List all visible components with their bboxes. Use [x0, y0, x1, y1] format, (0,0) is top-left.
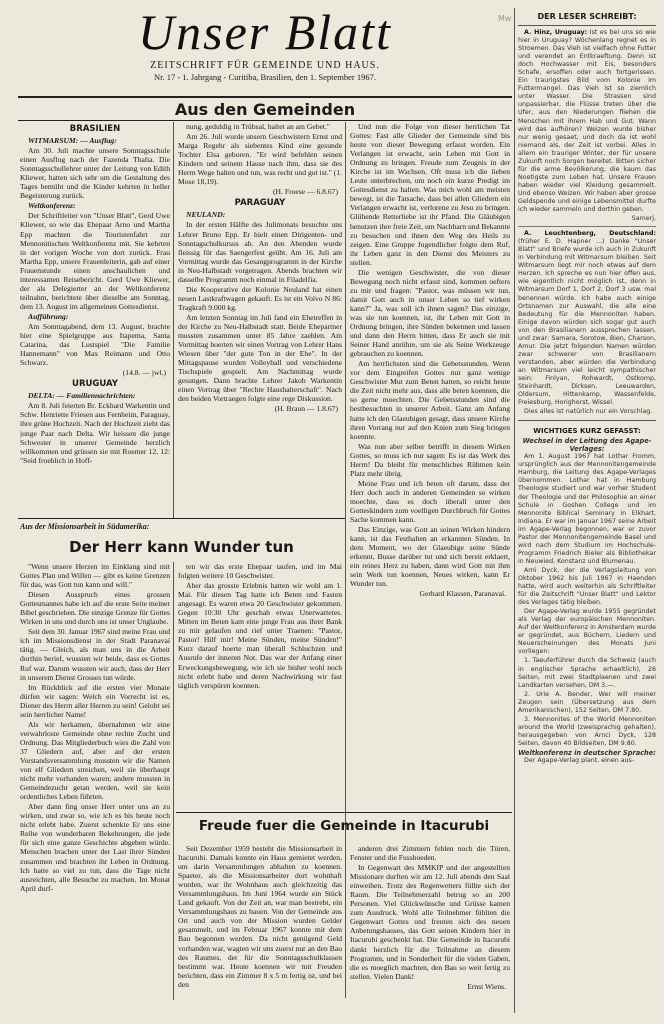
news-subheading: Wechsel in der Leitung des Agape-Verlages:	[522, 437, 652, 454]
subheading: Weltkonferenz:	[28, 201, 76, 211]
column-brasilien-paraguay	[178, 122, 342, 518]
subheading: NEULAND:	[186, 210, 226, 220]
letter-end: Dies alles ist natürlich nur ein Vorschlag.	[524, 408, 653, 416]
paragraph: Der Schriftleiter von "Unser Blatt", Gerd Uwe Kliewer, so wie das Ehepaar Arno und Martha Epp machten die Touristenfahrt zur Mennonitischen Weltkonferenz mit. Sie kehrten in der vorigen Woche von dort zurück. Frau Martha Epp, unsere Frauenleiterin, gab auf einer Frauenstunde einen anschaulichen und interessanten Reisebericht. Gerd Uwe Kliewer, der als Delegierter an der Weltkonferenz teilnahm, berichtete über dieselbe am Sonntag, dem 13. August im allgemeinen Gottesdienst.	[20, 211, 170, 311]
section-rule	[18, 518, 345, 519]
country-heading: URUGUAY	[72, 379, 118, 390]
column-rule	[173, 122, 174, 518]
paragraph: "Wenn unsere Herzen im Einklang sind mit Gottes Plan und Willen — gibt es keine Grenzen für das, was Gott tun kann und will."	[20, 562, 170, 590]
masthead-rule	[18, 96, 512, 98]
section-rule	[18, 120, 512, 121]
article-title: Freude fuer die Gemeinde in Itacurubi	[198, 818, 490, 834]
signature: (H. Froese — 6.8.67)	[273, 187, 338, 197]
masthead-title: Unser Blatt	[138, 4, 392, 60]
article-title: Der Herr kann Wunder tun	[69, 538, 294, 556]
paragraph: Am letzten Sonntag im Juli fand ein Ehetreffen in der Kirche zu Neu-Halbstadt statt. Beide Ehepartner mussten zusammen unter 85 Jahre zaehlen. Am Vormittag hoerten wir einen Vortrag von Lehrer Hans Wiesen über "der gute Ton in der Ehe". In der Mittagspause wurden Volleyball und verschiedene Tischspiele gespielt. Am Nachmittag wurde gesungen. Dann brachte Lehrer Jakob Warkentin einen Vortrag über "Rechte Haushalterschaft". Nach den beiden Vortraegen folgte eine rege Diskussion.	[178, 312, 342, 404]
paragraph: Diesen Ausspruch eines grossen Gottesmannes habe ich auf die erste Seite meiner Bibel geschrieben. Die einzige Grenze für Gottes Wirken in uns und durch uns ist unser Unglaube.	[20, 590, 170, 627]
article-itacurubi-col-b	[350, 844, 510, 1000]
paragraph: Die wenigen Geschwister, die von dieser Bewegung noch nicht erfasst sind, kommen oefters zu mir und fragen: "Pastor, was müssen wir tun, damit Gott auch in unser Leben so tief wirken kann?" Ja, was soll ich ihnen sagen? Das einzige, was sie tun koennen, ist, ihr Leben mit Gott in Ordnung bringen, ihre Sünden bekennen und lassen und dann den Herrn bitten, dass Er auch sie mit Seiner Hand anrühre, um sie als Seine Werkzeuge gebrauchen zu koennen.	[350, 267, 510, 359]
news-title: WICHTIGES KURZ GEFASST:	[533, 427, 641, 436]
paragraph: Seit Dezember 1959 besteht die Missionsarbeit in Itacurubi. Damals konnte ein Haus gemietet werden, um darin Versammlungen abhalten zu koennen. Spaeter, als die Missionsarbeiter dort wohnhaft wurden, war ihr Wohnhaus auch gleichzeitig das Versammlungshaus. Im Juni 1964 wurde ein Stück Land gekauft. Von der Zeit an, war man bestrebt, ein Versammlungshaus zu bauen. Von der Gemeinde aus Ort und auch von der Mission wurden Gelder gesammelt, und im Februar 1967 konnte mit dem Bau begonnen werden. Da nicht genügend Geld vorhanden war, wagten wir uns zuerst nur an den Bau des Raumes, der für die Sonntagsschulklassen bestimmt war. Heute koennen wir mit Freuden berichten, dass ein Zimmer 8 x 5 m fertig ist, und bei den	[178, 844, 342, 989]
letter-author: A. Hinz, Uruguay:	[524, 29, 588, 36]
paragraph: Der Agape-Verlag plant, einen aus-	[524, 757, 635, 765]
masthead-issue: Nr. 17 - 1. Jahrgang - Curitiba, Brasilien, den 1. September 1967.	[154, 72, 376, 82]
paragraph: Am 30. Juli machte unsere Sonntagsschule einen Ausflug nach der Fazenda Thalia. Die Sonntagsschullehrer unter der Leitung von Edith Kliewer, hatten sich sehr um die Gestaltung des Tages bemüht und die Kinder kehrten in heller Begeisterung zurück.	[20, 146, 170, 201]
paragraph: nung, geduldig in Trübsal, haltet an am Gebet."	[186, 122, 330, 131]
signature: (14.8. — jwl.)	[122, 368, 166, 378]
letter-text: Ist es bei uns so wie hier in Uruguay? Wöchenlang regnet es in Stroemen. Das Vieh ist vielfach ohne Futter und verendet an Entkraeftung. Denn ist doch Hochwasser mit Eis, besonders Schafe, ersoffen oder auch fortgerissen. Ein traurigstes Bild vom Kolonie im Futtermangel. Das Vieh ist so ziemlich unter Wasser. Die Strassen sind unpassierbar, die Flüsse treten über die Ufer, aus den Niederungen fliehen die Menschen mit ihrem Hab und Gut. Wann wird das aufhören? Weizen wurde bisher nur wenig gesaet, und doch da ist wohl niemand als, der Zeit ist vorbei. Alles in allem ein trauriger Winter, der für unsere Zukunft noch Sorgen bereitet. Bitten sicher für die arme Bevölkerung, die kaum das Noetigste zum Leben hat. Unsere Frauen haben wieder viel Kleidung gesammelt. Und ebenso Weizen. Wir haben aber grosse Geldspende und einige Lebensmittel durfte ich wieder sammeln und dorthin geben.	[518, 29, 656, 214]
signature: Samerj.	[631, 215, 656, 223]
subheading: DELTA: — Familiennachrichten:	[28, 391, 136, 401]
paragraph: Das Einzige, was Gott an seinen Wirken hindern kann, ist das Festhalten an erkannten Sünden. In dem Moment, wo der Glaeubige seine Sünde erkennt, Busse darüber tut und sich bereit erklaert, ein reines Herz zu haben, dann wird Gott mit ihm sein Werk tun koennen, Neues wirken, kann Er Wunder tun.	[350, 525, 510, 589]
paragraph: Die Kooperative der Kolonie Neuland hat einen neuen Lastkraftwagen gekauft. Es ist ein Volvo N 86: Tragkraft 9.000 kg.	[178, 284, 342, 312]
country-heading: PARAGUAY	[234, 198, 286, 209]
signature: Ernst Wiens.	[467, 981, 506, 991]
news-block	[518, 437, 656, 765]
paragraph: Am herrlichsten sind die Gebetsstunden. Wenn vor dem Eingreifen Gottes nur ganz wenige Geschwister Mut zum Beten hatten, so reicht heute die Zeit nicht mehr aus, dass alle beten koennen, die so gerne moechten. Die Gebetsstunden sind die bestbesuchten in unserer Arbeit. Ganz am Anfang hatte ich den Glaeubigen gesagt, dass unsere Kirche ihren Vorrang nur auf den Knien zum Sieg bringen koennte.	[350, 359, 510, 441]
column-rule	[173, 562, 174, 1000]
signature: (H. Braun — 1.8.67)	[274, 404, 338, 414]
paragraph: 1. Taeuferführer durch die Schweiz (auch in englischer Sprache erhaeltlich), 26 Seiten, mit zwei Stadtplaenen und zwei Landkarten versehen, DM 3.—.	[518, 657, 656, 689]
paragraph: Im Rückblick auf die ersten vier Monate dürfen wir sagen: Welch ein Vorrecht ist es, Diener des Herrn aller Herren zu sein! Gelobt sei sein herrlicher Name!	[20, 682, 170, 719]
letter-author: A. Leuchtenberg, Deutschland:	[524, 230, 656, 238]
margin-note: Mw	[498, 14, 512, 23]
news-subheading: Weltkonferenz in deutscher Sprache:	[518, 748, 656, 757]
letter-text: (früher E. D. Hapner ...) Danke "Unser Blatt" und Briefe wurde ich auch in Zukunft in Verbindung mit Witmarsum bleiben. Seit Witmarsum liegt mir noch etwas auf dem Herzen. Ich spreche es nun hier offen aus, wie eigentlich nicht möglich ist, denn in Witmarsum Dorf 1, Dorf 2, Dorf 3 usw. mal benennen würde. Ich habe auch einige Ortsnamen zur Auswahl, die alle eine Bedeutung für die Mennoniten haben. Einige davon würden sich sogar gut auch von den Brasilianern aussprechen lassen, und zwar: Samara, Sorotow, Bien, Charson, Amur. Die jetzt folgenden Namen würden zwar schwerer von Brasilianern verstanden, aber würden die Verbindung an Witmarsum viel leicht sympathischer sein: Finlyan, Rohwardt, Ostkomp, Steinhardt, Dirksen, Leeuwarden, Oldersum, Hittenkamp, Wassenfelde, Freiesburg, Horighorst, Wissel.	[518, 238, 656, 407]
sidebar-rule	[514, 8, 515, 1013]
sidebar	[518, 8, 656, 1013]
paragraph: anderen drei Zimmern fehlen noch die Türen, Fenster und die Fussboeden.	[350, 844, 510, 863]
letter-hinz	[518, 29, 656, 416]
article-itacurubi-col-a	[178, 844, 342, 1000]
sidebar-rule	[518, 226, 656, 227]
paragraph: Am 8. Juli feierten Br. Eckhard Warkentin und Schw. Henriette Friesen aus Fernheim, Paraguay, ihre grüne Hochzeit. Nach der Hochzeit zieht das junge Paar nach Delta. Wir heissen die junge Schwester in unserer Gemeinde herzlich willkommen und grüssen sie mit Roemer 12, 12: "Seid froehlich in Hoff-	[20, 401, 170, 465]
column-rule	[345, 122, 346, 998]
paragraph: 2. Urie A. Bender, Wer will meiner Zeugen sein (Übersetzung aus dem Amerikanischen), 152 Seiten, DM 7.80.	[518, 690, 656, 714]
masthead-subtitle: ZEITSCHRIFT FÜR GEMEINDE UND HAUS.	[150, 60, 380, 71]
paragraph: Seit dem 30. Januar 1967 sind meine Frau und ich im Missionsdienst in der Stadt Paranavaí tätig. — Gleich, als man uns in die Arbeit dorthin berief, wussten wir beide, dass es Gottes Ruf war. Darum wussten wir auch, dass der Herr in unserem Dienst Grosses tun würde.	[20, 627, 170, 682]
paragraph: Am 26. Juli wurde unsern Geschwistern Ernst und Marga Regehr als siebentes Kind eine gesunde Tochter Elsa geboren. "Er wird befehlen seinen Kindern und seinem Hause nach ihm, dass sie des Herrn Wege halten und tun, was recht und gut ist." (1. Mose 18,19).	[178, 132, 342, 187]
sidebar-rule	[518, 420, 656, 421]
paragraph: Aber dann fing unser Herr unter uns an zu wirken, und zwar so, wie ich es bis heute noch nicht erlebt habe. Zuerst schenkte Er uns eine Reihe von wunderbaren Bekehrungen, die jede für sich eine ganze Geschichte abgeben würde. Menschen brachen unter der Last ihrer Sünden zusammen und brachten ihr Leben in Ordnung. Ich hatte so viel zu tun, dass die Tage nicht ausreichten, alle Besuche zu machen. Im Monat April durf-	[20, 802, 170, 893]
country-heading: BRASILIEN	[69, 124, 121, 134]
mission-heading: Aus der Missionsarbeit in Südamerika:	[20, 522, 150, 531]
sidebar-title: DER LESER SCHREIBT:	[537, 12, 637, 21]
sidebar-rule	[518, 25, 656, 26]
paragraph: Am 1. August 1967 hat Lothar Fromm, ursprünglich aus der Mennonitengemeinde Hamburg, die Leitung des Agape-Verlages übernommen. Lothar hat in Hamburg Theologie studiert und war vorher Student der Theologie und der Philosophie an einer Schule in Goshen College und im Mennonite Biblical Seminary in Elkhart, Indiana. Er war im Januar 1967 seine Arbeit im Agape-Verlag begonnen, war er zuvor Pastor der Mennonitengemeinde Basel und wird nach dem Studium im Hochschule-Programm Friedrich Bieler als Bibliothekar in Neuwied, Konstanz und Blumenau.	[518, 453, 656, 565]
paragraph: Aber das grosste Erlebnis hatten wir wohl am 1. Mai. Für diesen Tag hatte ich Beten und Fasten angesagt. Es waren etwa 20 Geschwister gekommen. Gegen 10:30 Uhr geschah etwas Unerwartetes. Mitten im Beten kam eine junge Frau aus ihrer Bank zu mir gelaufen und rief unter Traenen: "Pastor, Pastor! Hilf mir! Meine Sünden, meine Sünden!" Kurz darauf hoerte man überall Schluchzen und Ausrufe der inneren Not. Das war der Anfang einer Erweckungsbewegung, wie ich sie bisher wohl noch nicht erlebt habe und deren Nachwirkung wir fast täglich verspüren koennen.	[178, 581, 342, 690]
signature: Gerhard Klassen, Paranavaí.	[419, 589, 506, 599]
paragraph: Meine Frau und ich beten oft darum, dass der Herr doch auch in anderen Gemeinden so wirken moechte, dass es doch überall unter den Gotteskindern zum voelligen Durchbruch für Gottes Sache kommen kann.	[350, 478, 510, 525]
paragraph: ten wir das erste Ehepaar taufen, und im Mai folgten weitere 10 Geschwister.	[178, 562, 342, 581]
masthead	[20, 6, 510, 94]
paragraph: 3. Mennonites of the World Mennoniten around the World (zweisprachig gehalten), herausgegeben von Arnci Dyck, 128 Seiten, davon 40 Bildseiten, DM 9.80.	[518, 715, 656, 747]
paragraph: Am Sonntagabend, dem 13. August, brachte hier eine Spielgruppe aus Itapema, Santa Catarina, das Lustspiel "Die Familie Hannemann" von Max Reimann und Otto Schwarz.	[20, 321, 170, 368]
paragraph: Und nun die Folge von dieser herrlichen Tat Gottes: Fast alle Glieder der Gemeinde sind bis heute von dieser Bewegung erfasst worden. Ein Verlangen ist erwacht, sein Leben mit Gott in Ordnung zu bringen. Freude zum Zeugnis in der Kirche ist im Wachsen. Oft muss ich die lieben Leute unterbrechen, um noch ein kurze Predigt im Gottesdienst zu halten. Was mich wohl am meisten bewegt, ist die Tatsache, dass bei allen Gliedern ein Verlangen erwacht ist, verlorene zu Jesu zu bringen. Glühende Retterliebe ist ihr Pfand. Die Gläubigen benutzen ihre freie Zeit, um Nachbarn und Bekannte zu besuchen und ihnen den Weg des Heils zu zeigen. Eine Gruppe Jugendlicher folgte dem Ruf, ihr Leben ganz in den Dienst des Meisters zu stellen.	[350, 122, 510, 267]
paragraph: Arni Dyck, der die Verlagsleitung von Oktober 1962 bis Juli 1967 in Haenden hatte, wird auch weiterhin als Schriftleiter für die Zeitschrift "Unser Blatt" und Lektor des Verlages tätig bleiben.	[518, 566, 656, 607]
section-rule	[176, 812, 512, 813]
subheading: Aufführung:	[28, 311, 69, 321]
paragraph: Als wir herkamen, übernahmen wir eine verwahrloste Gemeinde ohne rechte Zucht und Ordnung. Das Mitgliederbuch wies die Zahl von 37 Gliedern auf, aber auf der ersten Vorstandsversammlung mussten wir die Namen von elf Gliedern streichen, weil sie überhaupt nicht mehr vorhanden waren; andere mussten in Gemeindezucht getan werden, weil sie kein ordentliches Leben führten.	[20, 719, 170, 802]
article-wunder-col-b	[178, 562, 342, 810]
subheading: WITMARSUM: — Ausflug:	[28, 136, 117, 146]
paragraph: In Gegenwart des MMKfP und der angestellten Missionare durften wir am 12. Juli abends den Saal einweihen. Trotz des Regenwetters füllte sich der Raum. Die Teilnehmerzahl betrug so an 200 Personen. Viel Glückwünsche und Grüsse kamen zum Ausdruck. Wohl alle Teilnehmer fühlten die Gegenwart Gottes und freuten sich des neuen Anbetungshauses, das Gott seinen Kindern hier in Itacurubi geschenkt hat. Die Gemeinde in Itacurubi dankt herzlich für die Teilnahme an diesem Programm, und in Sonderheit für die vielen Gaben, die es moeglich machten, den Bau so weit fertig zu stellen. Vielen Dank!	[350, 863, 510, 981]
paragraph: In der ersten Hälfte des Julimonats besuchte uns Lehrer Bruno Epp. Er hielt einen Dirigenten- und Sonntagschulkursus ab. An den Abenden wurde fleissig für das Saengerfest geübt. Am 16. Juli am Vormittag wurde das Gesangprogramm in der Kirche in Neu-Halbstadt vorgetragen. Abends brachten wir dasselbe Programm noch einmal in Filadelfia.	[178, 220, 342, 284]
column-brasilien-uruguay	[20, 122, 170, 518]
article-wunder-col-a	[20, 562, 170, 1000]
paragraph: Was nun aber selber betrifft in diesem Wirken Gottes, so muss ich nur sagen: Es ist das Werk des Herrn! Da bleibt für menschliches Rühmen kein Platz mehr übrig.	[350, 441, 510, 478]
paragraph: Der Agape-Verlag wurde 1955 gegründet als Verlag der europäischen Mennoniten. Auf der Weltkonferenz in Amsterdam wurde er gegründet, aus Büchern, Liedern und Neuerscheinungen des Monats Juni vorliegen:	[518, 608, 656, 656]
section-title: Aus den Gemeinden	[174, 100, 356, 119]
